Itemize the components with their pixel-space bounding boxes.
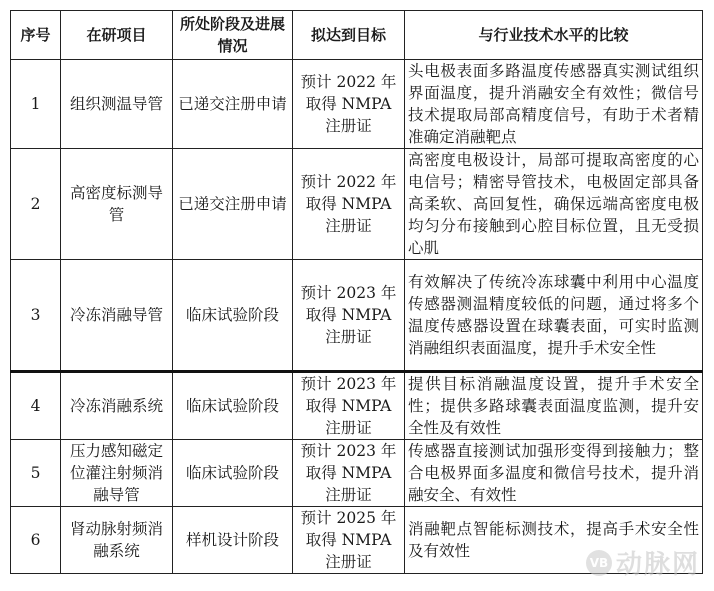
header-project: 在研项目 xyxy=(61,11,173,60)
table-header-row xyxy=(11,11,703,60)
table-row xyxy=(11,60,703,149)
project-comparison: 传感器直接测试加强形变得到接触力；整合电极界面多温度和微信号技术，提升消融安全、有效性 xyxy=(405,440,703,507)
row-number: 6 xyxy=(11,507,61,574)
table-row xyxy=(11,372,703,440)
project-name: 高密度标测导管 xyxy=(61,149,173,260)
table-row xyxy=(11,260,703,372)
project-target: 预计 2023 年取得 NMPA 注册证 xyxy=(293,260,405,372)
project-stage: 临床试验阶段 xyxy=(173,260,293,372)
project-target: 预计 2023 年取得 NMPA 注册证 xyxy=(293,440,405,507)
project-target: 预计 2022 年取得 NMPA 注册证 xyxy=(293,60,405,149)
project-name: 冷冻消融系统 xyxy=(61,372,173,440)
header-no: 序号 xyxy=(11,11,61,60)
project-comparison: 提供目标消融温度设置，提升手术安全性；提供多路球囊表面温度监测，提升安全性及有效性 xyxy=(405,372,703,440)
project-target: 预计 2022 年取得 NMPA 注册证 xyxy=(293,149,405,260)
project-name: 冷冻消融导管 xyxy=(61,260,173,372)
project-name: 肾动脉射频消融系统 xyxy=(61,507,173,574)
row-number: 2 xyxy=(11,149,61,260)
header-comparison: 与行业技术水平的比较 xyxy=(405,11,703,60)
table-row xyxy=(11,149,703,260)
project-name: 组织测温导管 xyxy=(61,60,173,149)
project-stage: 样机设计阶段 xyxy=(173,507,293,574)
vb-logo-icon: VB xyxy=(586,550,612,576)
project-comparison: 头电极表面多路温度传感器真实测试组织界面温度，提升消融安全有效性；微信号技术提取局部高精度信号，有助于术者精准确定消融靶点 xyxy=(405,60,703,149)
row-number: 1 xyxy=(11,60,61,149)
table-row xyxy=(11,440,703,507)
project-comparison: 有效解决了传统冷冻球囊中利用中心温度传感器测温精度较低的问题，通过将多个温度传感器设置在球囊表面，可实时监测消融组织表面温度，提升手术安全性 xyxy=(405,260,703,372)
project-name: 压力感知磁定位灌注射频消融导管 xyxy=(61,440,173,507)
project-comparison: 高密度电极设计，局部可提取高密度的心电信号；精密导管技术，电极固定部具备高柔软、高回复性，确保远端高密度电极均匀分布接触到心腔目标位置，且无受损心肌 xyxy=(405,149,703,260)
project-target: 预计 2023 年取得 NMPA 注册证 xyxy=(293,372,405,440)
header-target: 拟达到目标 xyxy=(293,11,405,60)
header-stage: 所处阶段及进展情况 xyxy=(173,11,293,60)
project-stage: 临床试验阶段 xyxy=(173,372,293,440)
row-number: 4 xyxy=(11,372,61,440)
project-target: 预计 2025 年取得 NMPA 注册证 xyxy=(293,507,405,574)
project-comparison: 消融靶点智能标测技术，提高手术安全性及有效性 xyxy=(405,507,703,574)
project-stage: 临床试验阶段 xyxy=(173,440,293,507)
watermark-text: 动脉网 xyxy=(615,550,700,580)
rd-projects-table xyxy=(10,10,703,574)
watermark xyxy=(586,544,700,581)
project-stage: 已递交注册申请 xyxy=(173,149,293,260)
project-stage: 已递交注册申请 xyxy=(173,60,293,149)
row-number: 3 xyxy=(11,260,61,372)
row-number: 5 xyxy=(11,440,61,507)
